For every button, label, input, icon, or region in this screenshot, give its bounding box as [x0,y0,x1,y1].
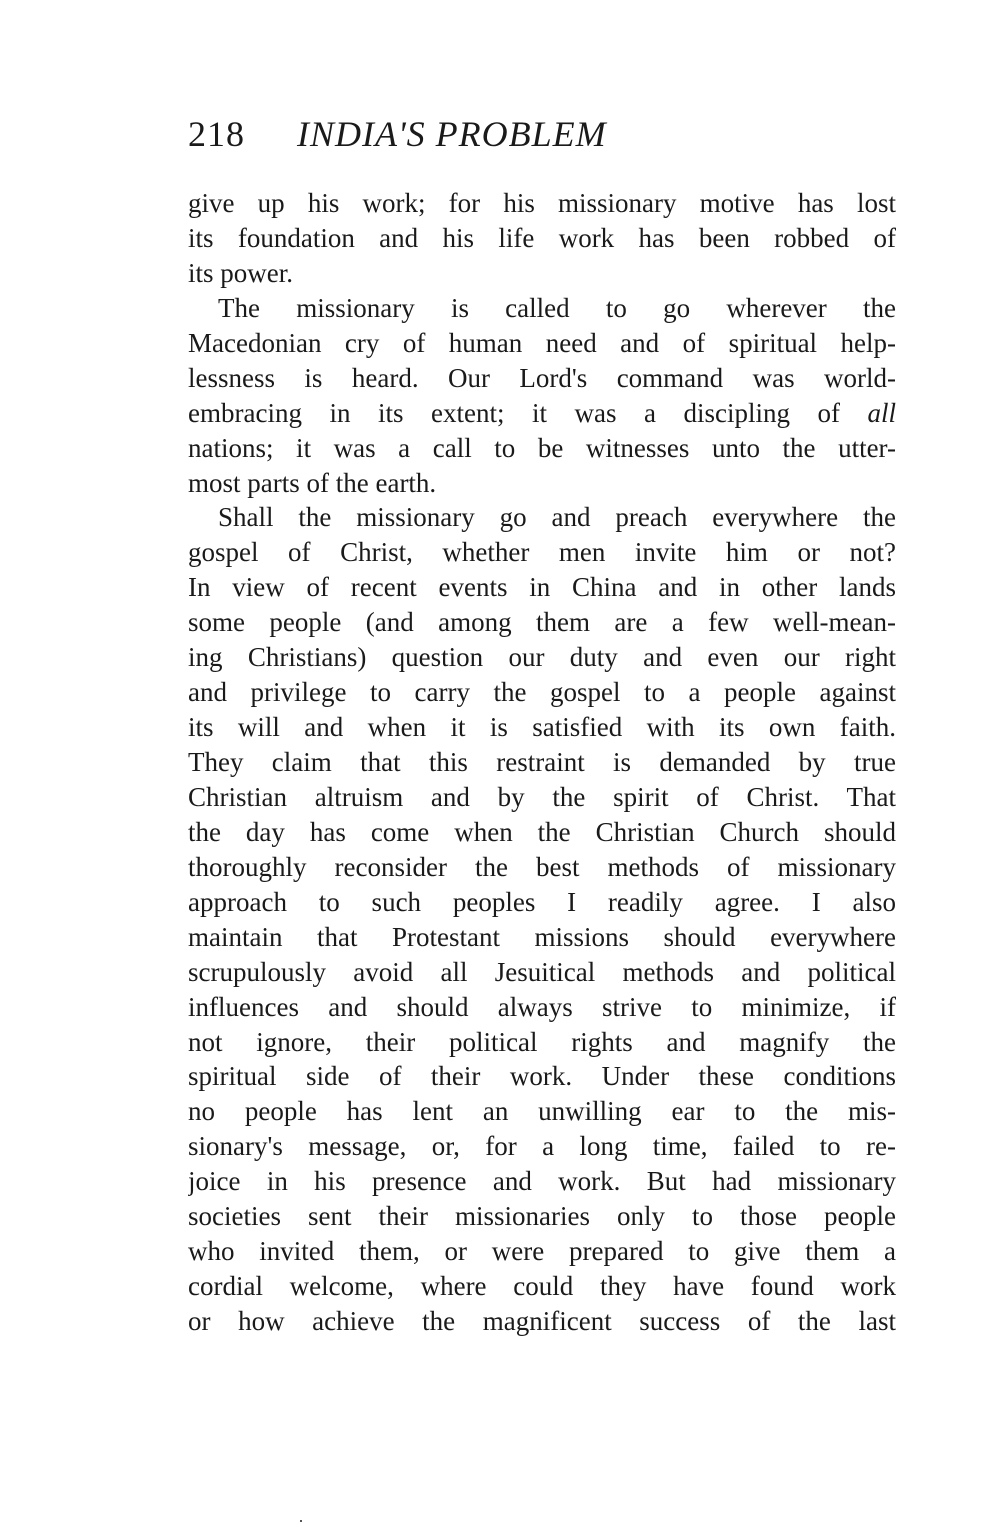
text-line: give up his work; for his missionary motive has lost [188,188,896,218]
text-line: not ignore, their political rights and magnify the [188,1026,896,1057]
paragraph-first-line: The missionary is called to go wherever the [218,292,896,323]
text-line: and privilege to carry the gospel to a people against [188,677,896,708]
text-line: maintain that Protestant missions should everywhere [188,921,896,952]
text-line: or how achieve the magnificent success of the last [188,1306,896,1336]
text-line: nations; it was a call to be witnesses unto the utter- [188,432,896,463]
text-line: ing Christians) question our duty and even our right [188,642,896,673]
text-line: who invited them, or were prepared to give them a [188,1236,896,1267]
text-line: lessness is heard. Our Lord's command was world- [188,362,896,393]
text-line: no people has lent an unwilling ear to the mis- [188,1096,896,1127]
text-line: sionary's message, or, for a long time, failed to re- [188,1131,896,1162]
text-line: some people (and among them are a few well-mean- [188,607,896,638]
running-head [188,110,900,158]
text-line: the day has come when the Christian Church should [188,816,896,847]
text-line: most parts of the earth. [188,467,437,498]
running-title: INDIA'S PROBLEM [297,114,607,154]
text-line: thoroughly reconsider the best methods of missionary [188,851,896,882]
text-line: In view of recent events in China and in other lands [188,572,896,603]
scan-speck [300,1520,302,1522]
text-line: approach to such peoples I readily agree. I also [188,886,896,917]
paragraph-first-line: Shall the missionary go and preach everywhere the [218,502,896,533]
text-line: Macedonian cry of human need and of spiritual help- [188,327,896,358]
text-line: its will and when it is satisfied with its own faith. [188,712,896,743]
text-line: They claim that this restraint is demanded by true [188,747,896,777]
text-line: spiritual side of their work. Under these conditions [188,1061,896,1092]
text-line: its foundation and his life work has been robbed of [188,222,896,253]
text-line: joice in his presence and work. But had missionary [188,1166,896,1197]
text-line: cordial welcome, where could they have found work [188,1271,896,1302]
text-line: gospel of Christ, whether men invite him or not? [188,537,896,568]
text-line: its power. [188,257,293,288]
emphasis-all: all [867,397,896,428]
text-line [188,396,896,431]
text-line: influences and should always strive to minimize, if [188,991,896,1022]
page-number: 218 [188,114,245,154]
text-line: scrupulously avoid all Jesuitical methods and political [188,956,896,987]
text-line: Christian altruism and by the spirit of Christ. That [188,781,896,812]
text-run: embracing in its extent; it was a discipling of [188,397,868,428]
text-line: societies sent their missionaries only to those people [188,1201,896,1232]
body-text [188,186,896,1339]
